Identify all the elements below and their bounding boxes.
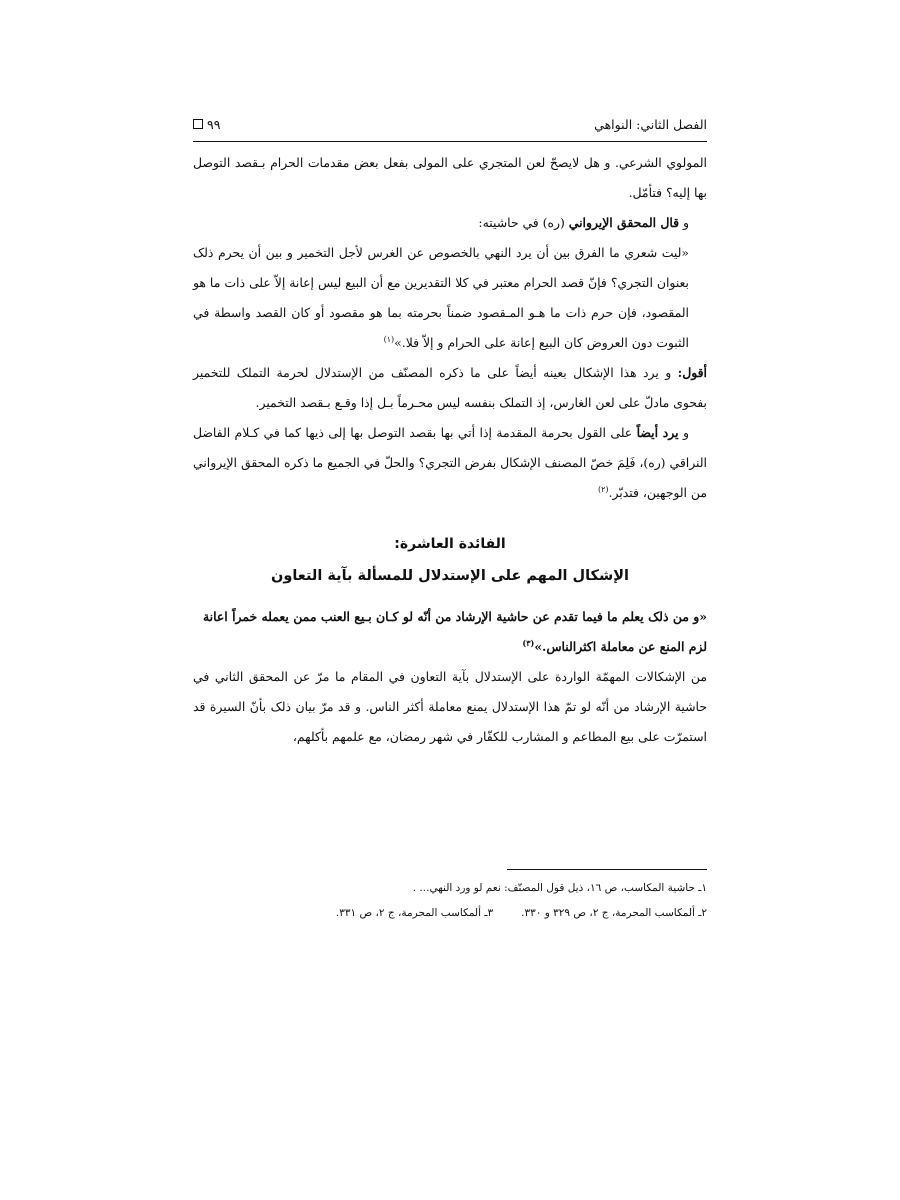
quote-1	[193, 238, 707, 358]
footnote-2: ٢ـ ألمكاسب المحرمة، ج ٢، ص ٣٢٩ و ٣٣٠.	[521, 907, 707, 919]
paragraph-2-lead: و	[683, 215, 689, 230]
paragraph-3-text: و يرد هذا الإشكال بعينه أيضاً على ما ذكره المصنّف من الإستدلال لحرمة التملک للتخمير بفحوى مادلّ على لعن الغارس، إذ التملک بنفسه ليس محـرماً بـل إذا وقـع بـقصد التخمير.	[193, 365, 707, 410]
square-icon	[193, 119, 203, 129]
footnote-3: ٣ـ ألمكاسب المحرمة، ج ٢، ص ٣٣١.	[335, 907, 494, 919]
paragraph-3-bold: أقول:	[677, 365, 707, 380]
footnotes	[193, 869, 707, 926]
footnote-ref-1: (١)	[383, 334, 395, 344]
paragraph-4-lead: و	[683, 425, 689, 440]
footnote-ref-2: (٢)	[597, 484, 609, 494]
paragraph-4	[193, 418, 707, 508]
footnote-1: ١ـ حاشية المكاسب، ص ١٦، ذيل قول المصنّف: نعم لو ورد النهي... .	[412, 882, 707, 894]
page-number: ٩٩	[207, 116, 221, 132]
footnote-row-2	[193, 901, 707, 926]
quote-2	[193, 602, 707, 662]
paragraph-2-bold: قال المحقق الإيرواني	[568, 215, 680, 230]
paragraph-5: من الإشكالات المهمّة الواردة على الإستدلال بآية التعاون في المقام ما مرّ عن المحقق الثاني في حاشية الإرشاد من أنّه لو تمّ هذا الإستدلال يمنع معاملة أكثر الناس. و قد مرّ بيان ذلک بأنّ السيرة قد استمرّت على بيع المطاعم و المشارب للكفّار في شهر رمضان، مع علمهم بأكلهم،	[193, 669, 707, 744]
page	[193, 112, 707, 752]
paragraph-2-tail: (ره) في حاشيته:	[478, 215, 565, 230]
paragraph-2	[193, 208, 707, 238]
quote-2-text: «و من ذلک يعلم ما فيما تقدم عن حاشية الإرشاد من أنّه لو كـان بـيع العنب ممن يعمله خمراً اعانة لزم المنع عن معاملة اكثرالناس.»	[203, 609, 707, 654]
footnote-ref-3: (٣)	[522, 637, 535, 648]
section-title: الإشكال المهم على الإستدلال للمسألة بآية التعاون	[270, 568, 630, 584]
page-number-group	[193, 117, 220, 132]
main-text	[193, 148, 707, 752]
paragraph-4-text: على القول بحرمة المقدمة إذا أتي بها بقصد التوصل بها إلى ذيها كما في كـلام الفاضل النراقي (ره)، فَلِمَ خصّ المصنف الإشكال بفرض التجري؟ والحلّ في الجميع ما ذكره المحقق الإيرواني من الوجهين، فتدبّر.	[193, 425, 707, 500]
chapter-title: الفصل الثاني: النواهي	[594, 116, 707, 132]
paragraph-3	[193, 358, 707, 418]
section-heading: الفائدة العاشرة:	[394, 536, 506, 552]
running-header	[193, 112, 707, 142]
paragraph-1: المولوي الشرعي. و هل لايصحّ لعن المتجري على المولى بفعل بعض مقدمات الحرام بـقصد التوصل بها إليه؟ فتأمّل.	[193, 155, 707, 200]
paragraph-4-bold: يرد أيضاً	[636, 425, 679, 440]
footnote-divider	[507, 869, 707, 870]
quote-1-text: «ليت شعري ما الفرق بين أن يرد النهي بالخصوص عن الغرس لأجل التخمير و بين أن يحرم ذلک بعنوان التجري؟ فإنّ قصد الحرام معتبر في كلا التقديرين مع أن البيع ليس إعانة إلاّ على ذات ما هو المقصود، فإن حرم ذات ما هـو المـقصود ضمناً بحرمته بما هو مقصود أو كان القصد واسطة في الثبوت دون العروض كان البيع إعانة على الحرام و إلاّ فلا.»	[193, 245, 689, 350]
